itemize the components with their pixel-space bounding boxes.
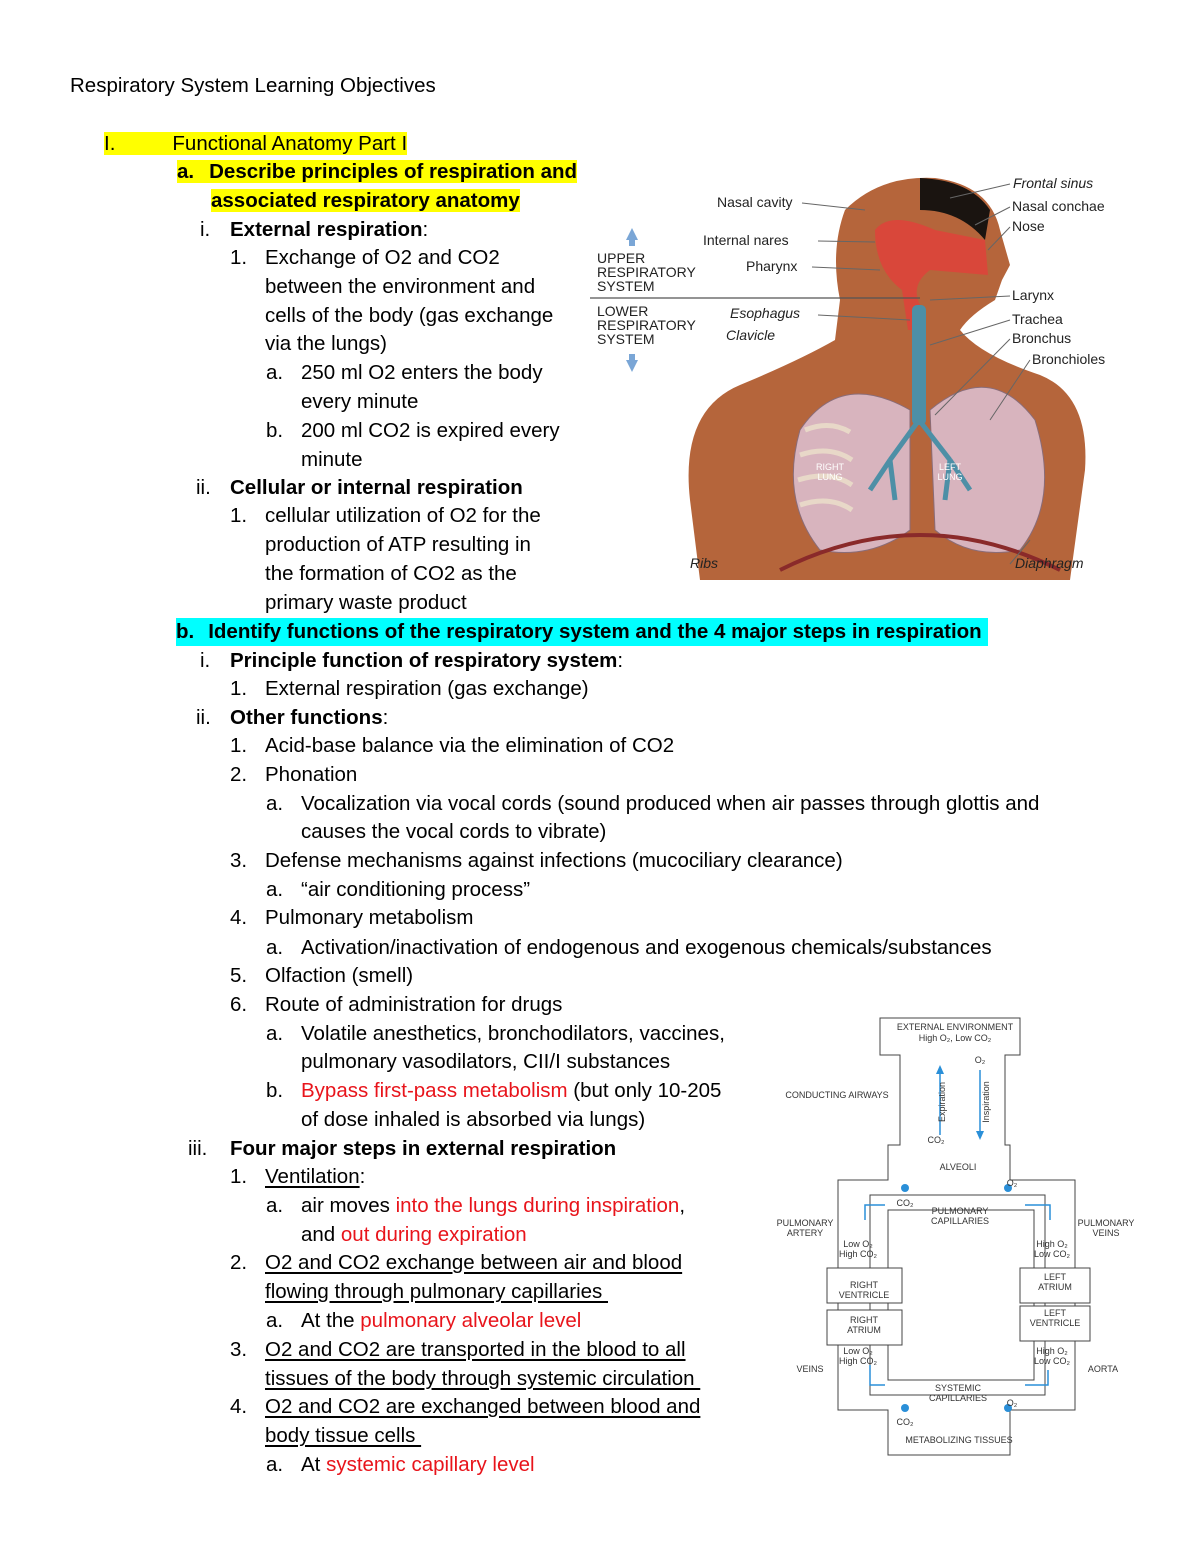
cellular-respiration-heading: Cellular or internal respiration: [230, 476, 523, 499]
left-lung-label-2: LUNG: [937, 472, 963, 482]
gas-level-label: High CO₂: [838, 1356, 878, 1366]
text-line: 250 ml O2 enters the body: [301, 361, 543, 384]
item-marker: b.: [266, 419, 284, 442]
expiration-label: Expiration: [937, 1081, 947, 1123]
lower-label-1: LOWER: [597, 303, 649, 319]
item-marker: b.: [266, 1079, 284, 1102]
left-atrium-label-2: ATRIUM: [1038, 1282, 1072, 1292]
bronchus-label: Bronchus: [1012, 330, 1072, 346]
o2-label: O₂: [1006, 1398, 1018, 1408]
text-line: causes the vocal cords to vibrate): [301, 820, 607, 843]
item-marker: 1.: [230, 677, 248, 700]
objective-b: [176, 618, 988, 646]
nasal-cavity-label: Nasal cavity: [717, 194, 793, 210]
item-marker: i.: [200, 649, 211, 672]
text-line: air moves into the lungs during inspiration,: [301, 1194, 686, 1217]
pulmonary-flow-arrow-icon: [865, 1205, 885, 1220]
systemic-capillaries-label-2: CAPILLARIES: [928, 1393, 988, 1403]
external-respiration-heading: External respiration:: [230, 218, 429, 241]
other-functions-heading: Other functions:: [230, 706, 389, 729]
item-marker: 1.: [230, 1165, 248, 1188]
text-line: Exchange of O2 and CO2: [265, 246, 500, 269]
ventilation-step: Ventilation:: [265, 1165, 366, 1188]
item-marker: i.: [200, 218, 211, 241]
internal-nares-label: Internal nares: [703, 232, 789, 248]
upper-label-1: UPPER: [597, 250, 646, 266]
gas-level-label: Low O₂: [843, 1346, 873, 1356]
nose-label: Nose: [1012, 218, 1045, 234]
text-line: cellular utilization of O2 for the: [265, 504, 541, 527]
section-title: Functional Anatomy Part I: [172, 132, 408, 155]
left-lung-label-1: LEFT: [938, 462, 962, 472]
left-atrium-label-1: LEFT: [1043, 1272, 1067, 1282]
esophagus-label: Esophagus: [730, 305, 801, 321]
text-line: via the lungs): [265, 332, 387, 355]
item-marker: 5.: [230, 964, 248, 987]
text-line: Route of administration for drugs: [265, 993, 563, 1016]
right-lung-label-2: LUNG: [817, 472, 843, 482]
item-marker: 3.: [230, 849, 248, 872]
external-gas-label: High O₂, Low CO₂: [918, 1033, 992, 1043]
principle-function-heading: Principle function of respiratory system:: [230, 649, 624, 672]
lower-label-2: RESPIRATORY: [597, 317, 696, 333]
co2-label: CO₂: [896, 1198, 914, 1208]
item-marker: 4.: [230, 1395, 248, 1418]
text-line: Activation/inactivation of endogenous and exogenous chemicals/substances: [301, 936, 992, 959]
text-line: of dose inhaled is absorbed via lungs): [301, 1108, 646, 1131]
gas-level-label: Low CO₂: [1033, 1249, 1071, 1259]
gas-level-label: Low CO₂: [1033, 1356, 1071, 1366]
item-marker: 1.: [230, 246, 248, 269]
pulmonary-capillaries-label-1: PULMONARY: [931, 1206, 989, 1216]
trachea-label: Trachea: [1012, 311, 1063, 327]
co2-label: CO₂: [927, 1135, 945, 1145]
text-line: At the pulmonary alveolar level: [301, 1309, 582, 1332]
item-marker: 2.: [230, 763, 248, 786]
step-4-line-2: body tissue cells: [265, 1424, 422, 1447]
right-atrium-label-1: RIGHT: [850, 1315, 878, 1325]
clavicle-label: Clavicle: [726, 327, 776, 343]
down-arrow-icon: [626, 360, 638, 372]
ribs-label: Ribs: [690, 555, 719, 571]
respiratory-anatomy-figure: [590, 170, 1135, 580]
text-line: minute: [301, 448, 363, 471]
external-environment-label: EXTERNAL ENVIRONMENT: [896, 1022, 1014, 1032]
step-3-line-1: O2 and CO2 are transported in the blood to all: [265, 1338, 686, 1361]
lower-label-3: SYSTEM: [597, 331, 655, 347]
objective-a-text-2: associated respiratory anatomy: [211, 189, 520, 212]
alveoli-label: ALVEOLI: [939, 1162, 977, 1172]
text-line: and out during expiration: [301, 1223, 527, 1246]
pharynx-label: Pharynx: [746, 258, 798, 274]
trachea-shape: [912, 305, 926, 425]
frontal-sinus-label: Frontal sinus: [1013, 175, 1094, 191]
text-line: pulmonary vasodilators, CII/I substances: [301, 1050, 671, 1073]
systemic-flow-arrow-icon: [870, 1365, 885, 1385]
item-marker: 3.: [230, 1338, 248, 1361]
objective-b-marker: b.: [176, 620, 195, 643]
conducting-airways-label: CONDUCTING AIRWAYS: [785, 1090, 889, 1100]
pulmonary-veins-label-1: PULMONARY: [1077, 1218, 1135, 1228]
right-atrium-label-2: ATRIUM: [847, 1325, 881, 1335]
objective-b-text: Identify functions of the respiratory system and the 4 major steps in respiration: [208, 620, 982, 643]
objective-a-marker: a.: [177, 160, 209, 183]
text-line: Olfaction (smell): [265, 964, 414, 987]
item-marker: 4.: [230, 906, 248, 929]
text-line: Acid-base balance via the elimination of CO2: [265, 734, 675, 757]
right-lung-label-1: RIGHT: [816, 462, 844, 472]
left-ventricle-label-2: VENTRICLE: [1029, 1318, 1081, 1328]
systemic-capillaries-label-1: SYSTEMIC: [934, 1383, 982, 1393]
four-steps-heading: Four major steps in external respiration: [230, 1137, 617, 1160]
item-marker: 6.: [230, 993, 248, 1016]
upper-label-2: RESPIRATORY: [597, 264, 696, 280]
o2-label: O₂: [974, 1055, 986, 1065]
item-marker: a.: [266, 878, 284, 901]
section-heading: [104, 130, 407, 158]
pulmonary-capillaries-label-2: CAPILLARIES: [930, 1216, 990, 1226]
co2-dot-icon: [901, 1184, 909, 1192]
gas-level-label: High O₂: [1036, 1346, 1068, 1356]
text-line: primary waste product: [265, 591, 467, 614]
larynx-label: Larynx: [1012, 287, 1055, 303]
gas-level-label: High O₂: [1036, 1239, 1068, 1249]
objective-a: [177, 158, 577, 186]
document-title: Respiratory System Learning Objectives: [70, 74, 436, 97]
left-ventricle-label-1: LEFT: [1043, 1308, 1067, 1318]
text-line: At systemic capillary level: [301, 1453, 535, 1476]
text-line: cells of the body (gas exchange: [265, 304, 554, 327]
item-marker: a.: [266, 361, 284, 384]
right-ventricle-label-2: VENTRICLE: [838, 1290, 890, 1300]
text-line: Pulmonary metabolism: [265, 906, 474, 929]
item-marker: a.: [266, 936, 284, 959]
text-line: Volatile anesthetics, bronchodilators, vaccines,: [301, 1022, 725, 1045]
gas-exchange-flow-diagram: [770, 1010, 1150, 1460]
item-marker: 1.: [230, 734, 248, 757]
item-marker: 1.: [230, 504, 248, 527]
right-ventricle-label-1: RIGHT: [850, 1280, 878, 1290]
text-line: every minute: [301, 390, 419, 413]
text-line: “air conditioning process”: [301, 878, 531, 901]
co2-label: CO₂: [896, 1417, 914, 1427]
text-line: the formation of CO2 as the: [265, 562, 517, 585]
diaphragm-label: Diaphragm: [1015, 555, 1084, 571]
item-marker: iii.: [188, 1137, 208, 1160]
section-numeral: I.: [104, 132, 172, 155]
step-4-line-1: O2 and CO2 are exchanged between blood and: [265, 1395, 701, 1418]
step-2-line-1: O2 and CO2 exchange between air and blood: [265, 1251, 683, 1274]
text-line: Defense mechanisms against infections (mucociliary clearance): [265, 849, 843, 872]
gas-level-label: High CO₂: [838, 1249, 878, 1259]
pulmonary-veins-label-2: VEINS: [1092, 1228, 1120, 1238]
text-line: Phonation: [265, 763, 358, 786]
pulmonary-artery-label-1: PULMONARY: [776, 1218, 834, 1228]
step-2-line-2: flowing through pulmonary capillaries: [265, 1280, 608, 1303]
o2-label: O₂: [1006, 1178, 1018, 1188]
text-line: between the environment and: [265, 275, 536, 298]
upper-label-3: SYSTEM: [597, 278, 655, 294]
inspiration-label: Inspiration: [981, 1081, 991, 1123]
step-3-line-2: tissues of the body through systemic circulation: [265, 1367, 701, 1390]
item-marker: ii.: [196, 706, 211, 729]
nasal-conchae-label: Nasal conchae: [1012, 198, 1105, 214]
veins-label: VEINS: [796, 1364, 824, 1374]
item-marker: a.: [266, 792, 284, 815]
item-marker: a.: [266, 1453, 284, 1476]
co2-dot-icon: [901, 1404, 909, 1412]
item-marker: a.: [266, 1022, 284, 1045]
objective-a-text-1: Describe principles of respiration and: [209, 160, 578, 183]
item-marker: ii.: [196, 476, 211, 499]
metabolizing-tissues-label: METABOLIZING TISSUES: [905, 1435, 1013, 1445]
bronchioles-label: Bronchioles: [1032, 351, 1106, 367]
gas-level-label: Low O₂: [843, 1239, 873, 1249]
bypass-line: Bypass first-pass metabolism (but only 10-205: [301, 1079, 722, 1102]
item-marker: 2.: [230, 1251, 248, 1274]
pulmonary-artery-label-2: ARTERY: [786, 1228, 824, 1238]
aorta-label: AORTA: [1087, 1364, 1119, 1374]
item-marker: a.: [266, 1309, 284, 1332]
item-marker: a.: [266, 1194, 284, 1217]
text-line: Vocalization via vocal cords (sound produced when air passes through glottis and: [301, 792, 1040, 815]
text-line: External respiration (gas exchange): [265, 677, 589, 700]
text-line: production of ATP resulting in: [265, 533, 531, 556]
text-line: 200 ml CO2 is expired every: [301, 419, 560, 442]
up-arrow-icon: [626, 228, 638, 240]
